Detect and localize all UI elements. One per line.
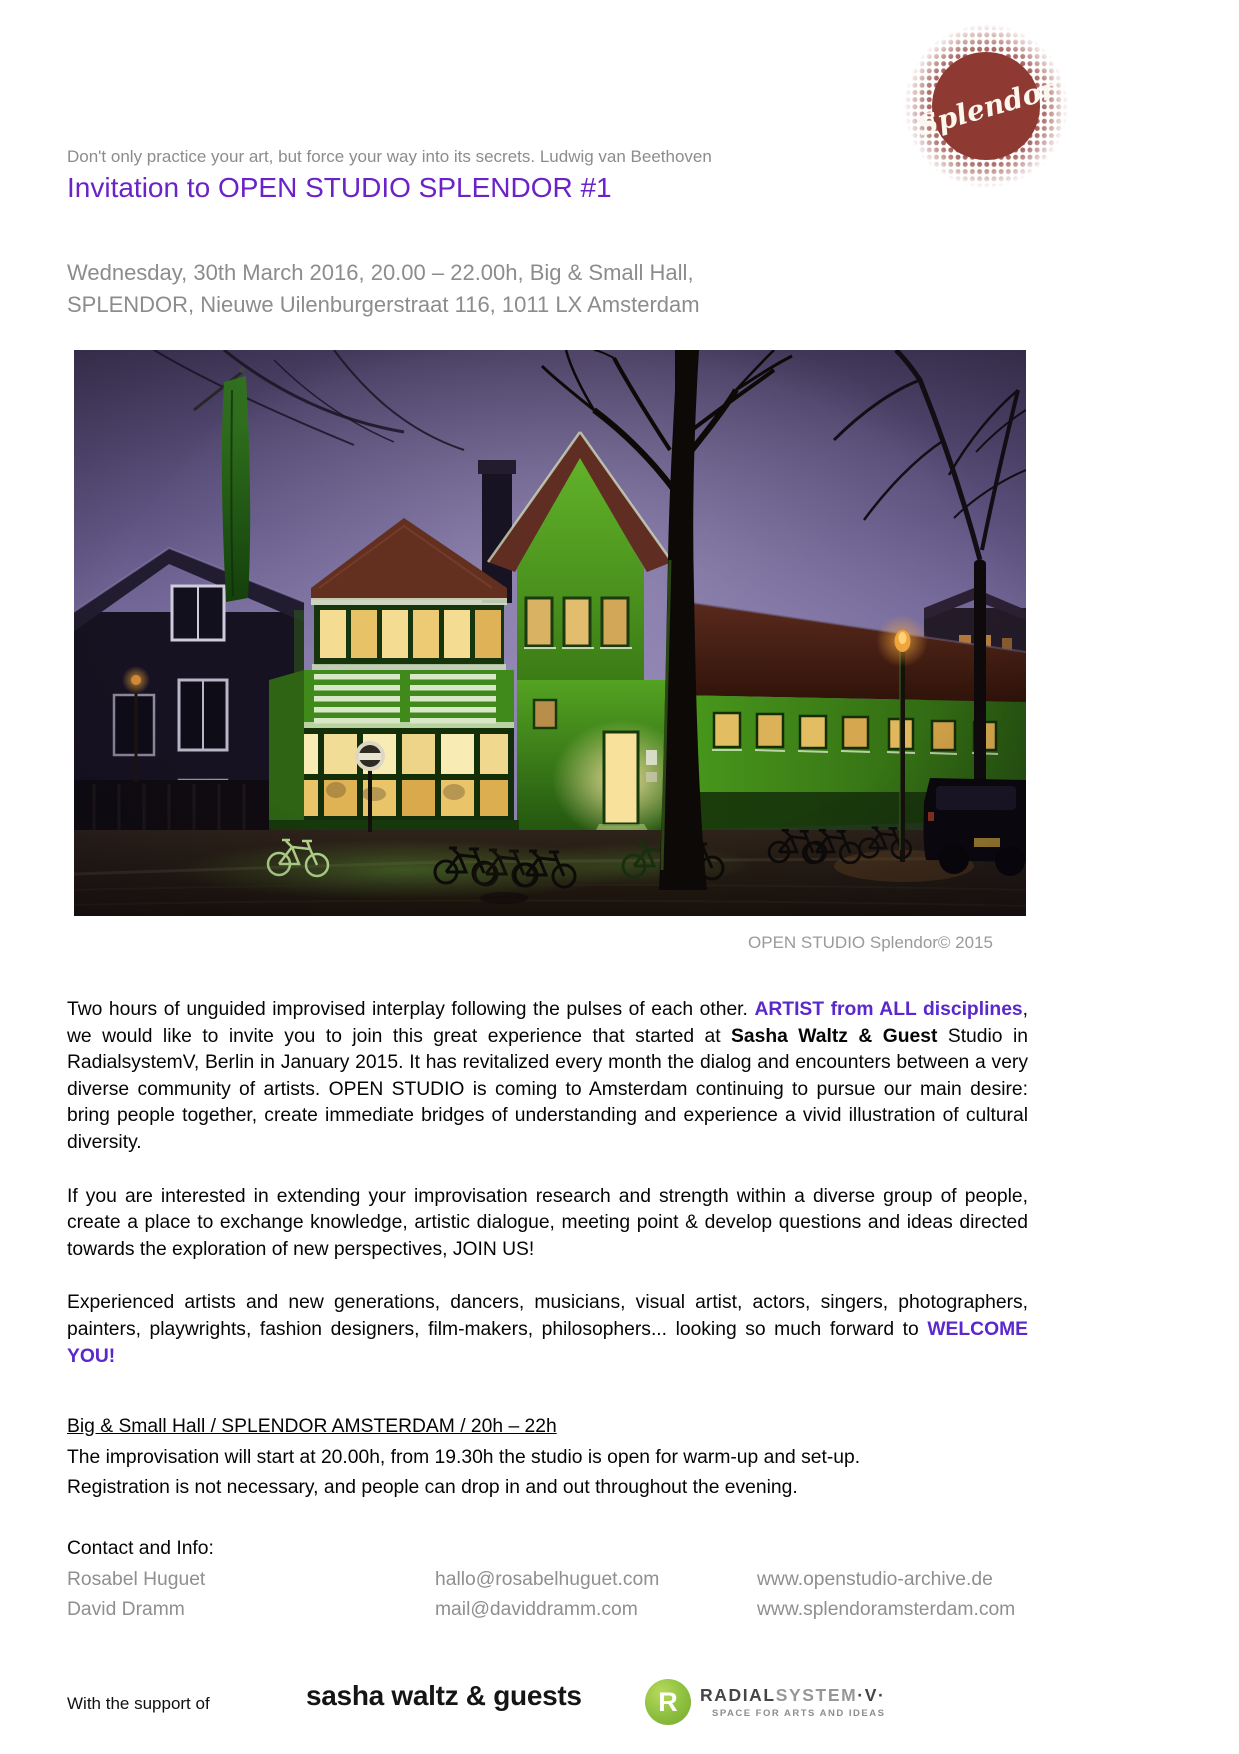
beethoven-quote: Don't only practice your art, but force your way into its secrets. Ludwig van Beethoven bbox=[67, 147, 712, 166]
splendor-logo-text: Splendor bbox=[913, 72, 1060, 143]
paragraph: If you are interested in extending your improvisation research and strength within a diverse group of people, create a place to exchange knowledge, artistic dialogue, meeting point & develop questions and ideas directed towards the exploration of new perspectives, JOIN US! bbox=[67, 1185, 1028, 1260]
paragraph: Two hours of unguided improvised interplay following the pulses of each other. ARTIST from ALL disciplines, we would like to invite you to join this great experience that started at Sasha Waltz & Guest Studio in RadialsystemV, Berlin in January 2015. It has revitalized every month the dialog and encounters between a very diverse community of artists. OPEN STUDIO is coming to Amsterdam continuing to pursue our main desire: bring people together, create immediate bridges of understanding and experience a vivid illustration of cultural diversity. bbox=[67, 999, 1029, 1153]
details-heading: Big & Small Hall / SPLENDOR AMSTERDAM / 20h – 22h bbox=[67, 1416, 557, 1437]
radialsystem-text bbox=[700, 1685, 885, 1719]
support-label: With the support of bbox=[67, 1694, 210, 1713]
contact-email: hallo@rosabelhuguet.com bbox=[435, 1568, 660, 1590]
details-line2: Registration is not necessary, and people can drop in and out throughout the evening. bbox=[67, 1477, 798, 1498]
photo-caption: OPEN STUDIO Splendor© 2015 bbox=[748, 933, 993, 952]
page-title: Invitation to OPEN STUDIO SPLENDOR #1 bbox=[67, 172, 612, 203]
radialsystem-tagline: SPACE FOR ARTS AND IDEAS bbox=[712, 1708, 886, 1719]
paragraph: Experienced artists and new generations, dancers, musicians, visual artist, actors, singers, photographers, painters, playwrights, fashion designers, film-makers, philosophers... looking so much forward to WELCOME YOU! bbox=[67, 1292, 1028, 1367]
radialsystem-name-v: ·V· bbox=[857, 1685, 886, 1705]
contact-heading: Contact and Info: bbox=[67, 1538, 214, 1559]
radialsystem-name bbox=[700, 1685, 885, 1706]
radialsystem-name-light: SYSTEM bbox=[775, 1685, 858, 1705]
radialsystem-name-dark: RADIAL bbox=[700, 1685, 776, 1705]
sasha-waltz-logo: sasha waltz & guests bbox=[306, 1680, 582, 1711]
contact-section bbox=[67, 1534, 1067, 1626]
contact-url: www.openstudio-archive.de bbox=[757, 1568, 993, 1590]
contact-row bbox=[67, 1565, 1067, 1596]
body-paragraphs bbox=[67, 997, 1028, 1397]
event-date-location bbox=[67, 257, 1007, 320]
radialsystem-initial: R bbox=[658, 1686, 678, 1717]
details-line1: The improvisation will start at 20.00h, from 19.30h the studio is open for warm-up and set-up. bbox=[67, 1446, 861, 1468]
contact-rows bbox=[67, 1565, 1067, 1626]
event-date-line1: Wednesday, 30th March 2016, 20.00 – 22.00h, Big & Small Hall, bbox=[67, 260, 694, 285]
event-date-line2: SPLENDOR, Nieuwe Uilenburgerstraat 116, 1011 LX Amsterdam bbox=[67, 291, 700, 317]
radialsystem-logo bbox=[645, 1679, 885, 1725]
contact-url: www.splendoramsterdam.com bbox=[757, 1599, 1016, 1620]
event-details bbox=[67, 1412, 1028, 1504]
radialsystem-r-icon bbox=[645, 1679, 691, 1725]
splendor-building-photo bbox=[74, 350, 1026, 916]
contact-email: mail@daviddramm.com bbox=[435, 1599, 638, 1620]
contact-name: David Dramm bbox=[67, 1599, 185, 1620]
contact-name: Rosabel Huguet bbox=[67, 1568, 206, 1590]
contact-row bbox=[67, 1595, 1067, 1626]
